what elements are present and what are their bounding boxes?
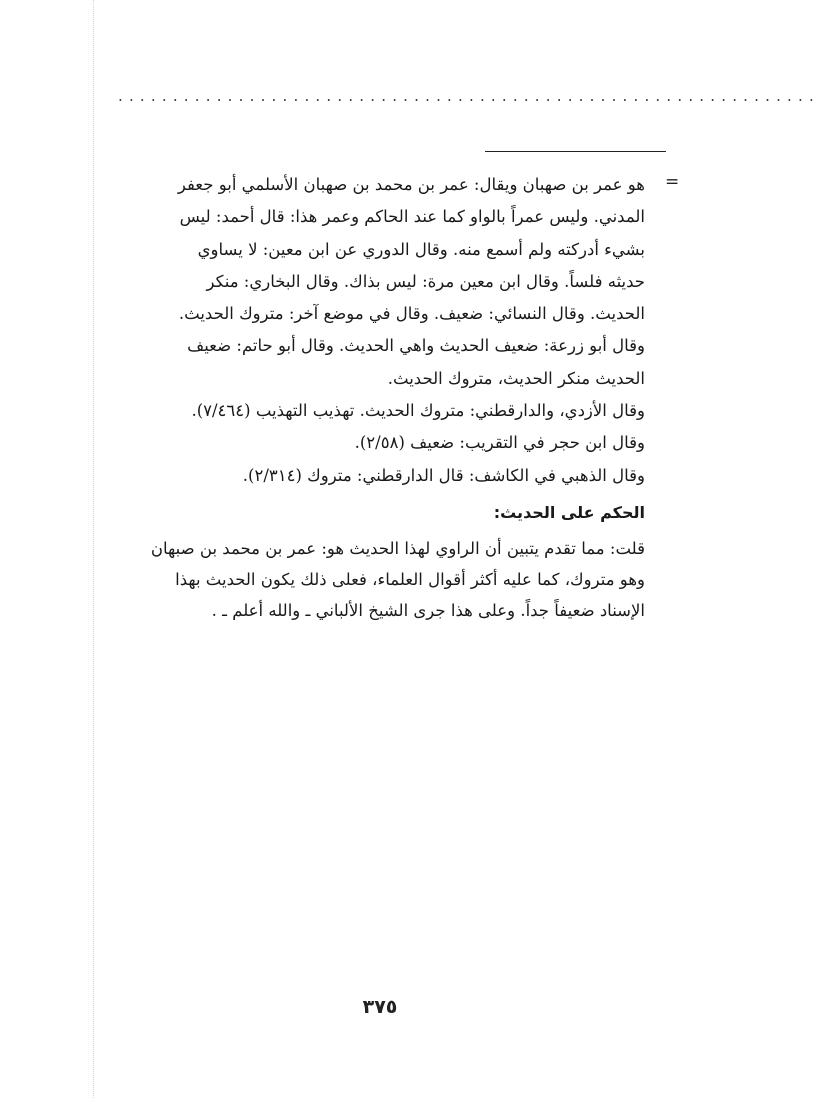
ruling-line: وهو متروك، كما عليه أكثر أقوال العلماء، فعلى ذلك يكون الحديث بهذا: [175, 570, 645, 589]
footnote-line: بشيء أدركته ولم أسمع منه. وقال الدوري عن ابن معين: لا يساوي: [197, 239, 645, 259]
footnote-line: وقال أبو زرعة: ضعيف الحديث واهي الحديث. وقال أبو حاتم: ضعيف: [187, 336, 645, 356]
ruling-line: الإسناد ضعيفاً جداً. وعلى هذا جرى الشيخ الألباني ـ والله أعلم ـ .: [211, 601, 645, 620]
footnote-line: وقال الذهبي في الكاشف: قال الدارقطني: متروك (٢/٣١٤).: [242, 465, 645, 485]
ruling-heading: الحكم على الحديث:: [493, 503, 645, 522]
page-number: ٣٧٥: [362, 996, 398, 1018]
footnote-line: الحديث. وقال النسائي: ضعيف. وقال في موضع آخر: متروك الحديث.: [178, 304, 645, 324]
footnote-line: وقال الأزدي، والدارقطني: متروك الحديث. تهذيب التهذيب (٧/٤٦٤).: [191, 401, 645, 421]
footnote-line: المدني. وليس عمراً بالواو كما عند الحاكم وعمر هذا: قال أحمد: ليس: [179, 207, 645, 227]
ruling-line: قلت: مما تقدم يتبين أن الراوي لهذا الحديث هو: عمر بن محمد بن صبهان: [150, 539, 645, 558]
ruling-text: [112, 533, 645, 626]
footnote-line: حديثه فلساً. وقال ابن معين مرة: ليس بذاك. وقال البخاري: منكر: [206, 271, 645, 291]
footnote-line: هو عمر بن صهبان ويقال: عمر بن محمد بن صهبان الأسلمي أبو جعفر: [177, 175, 645, 194]
separator-dots: ................................................................: [118, 87, 820, 105]
scan-fold-line: [93, 0, 94, 1098]
footnote-line: وقال ابن حجر في التقريب: ضعيف (٢/٥٨).: [354, 433, 645, 453]
footnote-line: الحديث منكر الحديث، متروك الحديث.: [387, 368, 645, 388]
footnote-rule: [485, 151, 666, 152]
footnote-continuation-marker: =: [665, 172, 680, 192]
footnote-text: [112, 169, 645, 492]
